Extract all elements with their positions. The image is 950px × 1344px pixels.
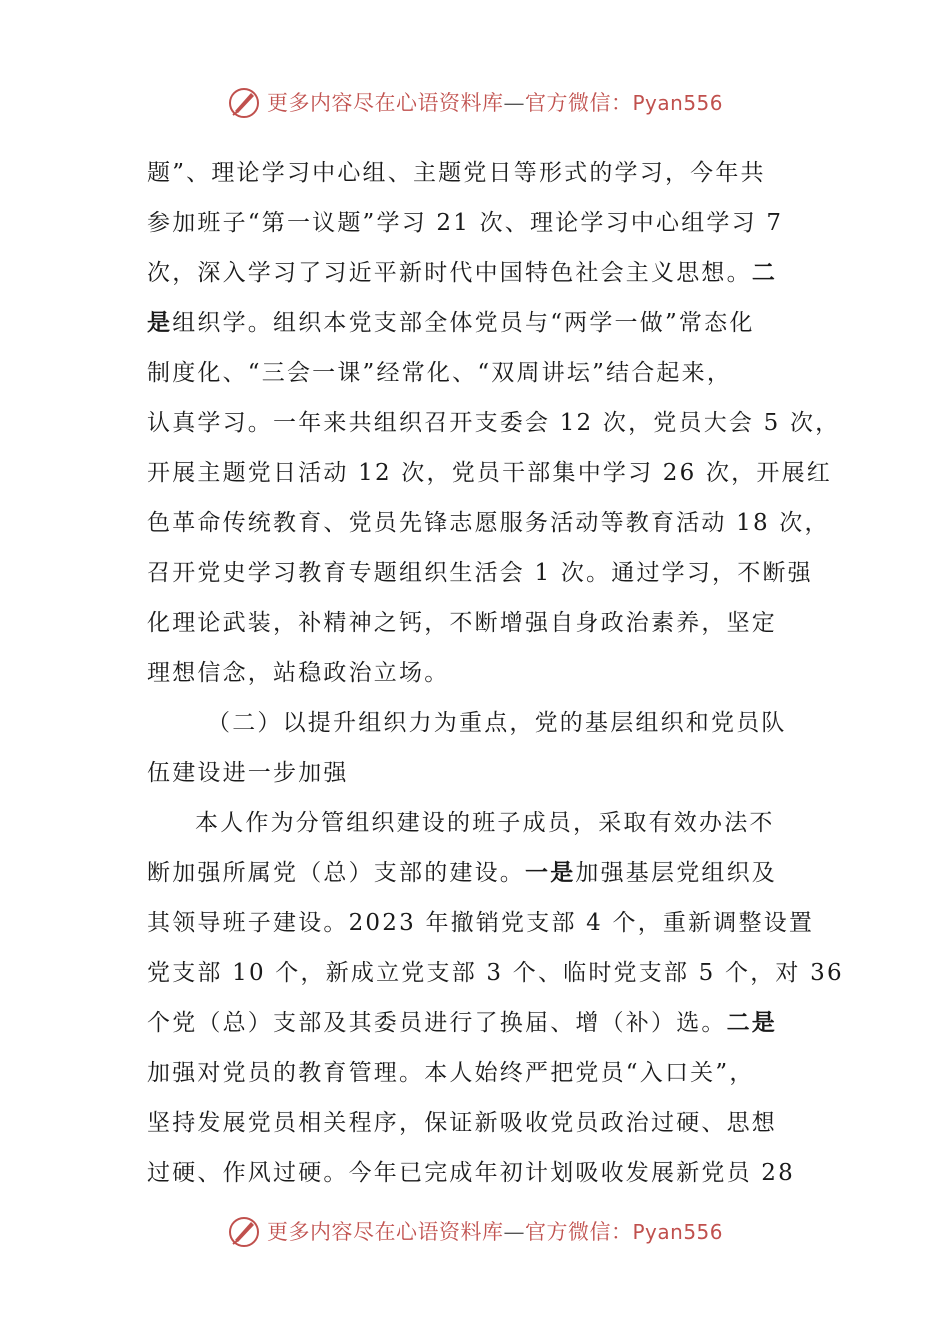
header-banner-label: 官方微信： <box>524 91 633 115</box>
text-line: 理想信念，站稳政治立场。 <box>147 660 450 686</box>
text-line <box>147 298 807 348</box>
bold-run: 是 <box>147 309 173 336</box>
text-line: 化理论武装，补精神之钙，不断增强自身政治素养，坚定 <box>147 610 777 636</box>
text-line: 加强对党员的教育管理。本人始终严把党员“入口关”， <box>147 1060 755 1086</box>
header-banner-text <box>267 87 723 117</box>
section-heading-line: （二）以提升组织力为重点，党的基层组织和党员队 <box>207 710 787 736</box>
quill-logo-icon <box>227 85 261 119</box>
footer-banner-inner <box>227 1214 723 1248</box>
document-body <box>147 148 844 1198</box>
text-line: 题”、理论学习中心组、主题党日等形式的学习，今年共 <box>147 160 766 186</box>
bold-run: 二 <box>751 259 778 286</box>
text-line <box>147 998 807 1048</box>
footer-banner-separator: — <box>503 1220 525 1244</box>
footer-banner-id: Pyan556 <box>632 1220 723 1244</box>
header-banner-separator: — <box>503 91 525 115</box>
text-run: 断加强所属党（总）支部的建设。 <box>147 860 525 886</box>
bold-run: 二是 <box>726 1009 778 1036</box>
text-line: 过硬、作风过硬。今年已完成年初计划吸收发展新党员 28 <box>147 1160 795 1186</box>
quill-logo-icon <box>227 1214 261 1248</box>
text-line: 党支部 10 个，新成立党支部 3 个、临时党支部 5 个，对 36 <box>147 960 844 986</box>
text-line: 召开党史学习教育专题组织生活会 1 次。通过学习，不断强 <box>147 560 813 586</box>
header-banner-id: Pyan556 <box>632 91 723 115</box>
text-line <box>147 248 807 298</box>
section-heading-line: 伍建设进一步加强 <box>147 760 349 786</box>
text-line <box>147 848 807 898</box>
text-run: 组织学。组织本党支部全体党员与“两学一做”常态化 <box>172 310 755 336</box>
text-line: 参加班子“第一议题”学习 21 次、理论学习中心组学习 7 <box>147 210 784 236</box>
text-line: 其领导班子建设。2023 年撤销党支部 4 个，重新调整设置 <box>147 910 815 936</box>
text-run: 个党（总）支部及其委员进行了换届、增（补）选。 <box>147 1010 727 1036</box>
header-banner-inner <box>227 85 723 119</box>
bold-run: 一是 <box>525 859 576 886</box>
text-line: 认真学习。一年来共组织召开支委会 12 次，党员大会 5 次， <box>147 410 841 436</box>
text-run: 加强基层党组织及 <box>575 860 778 886</box>
header-banner-main: 更多内容尽在心语资料库 <box>266 91 504 115</box>
text-line: 开展主题党日活动 12 次，党员干部集中学习 26 次，开展红 <box>147 460 832 486</box>
footer-banner-main: 更多内容尽在心语资料库 <box>266 1220 504 1244</box>
paragraph-first-line: 本人作为分管组织建设的班子成员，采取有效办法不 <box>195 810 775 836</box>
text-line: 色革命传统教育、党员先锋志愿服务活动等教育活动 18 次， <box>147 510 830 536</box>
header-banner <box>0 82 950 122</box>
footer-banner-text <box>267 1216 723 1246</box>
footer-banner <box>0 1211 950 1251</box>
text-line: 制度化、“三会一课”经常化、“双周讲坛”结合起来， <box>147 360 733 386</box>
footer-banner-label: 官方微信： <box>524 1220 633 1244</box>
text-line: 坚持发展党员相关程序，保证新吸收党员政治过硬、思想 <box>147 1110 777 1136</box>
text-run: 次，深入学习了习近平新时代中国特色社会主义思想。 <box>147 260 752 286</box>
